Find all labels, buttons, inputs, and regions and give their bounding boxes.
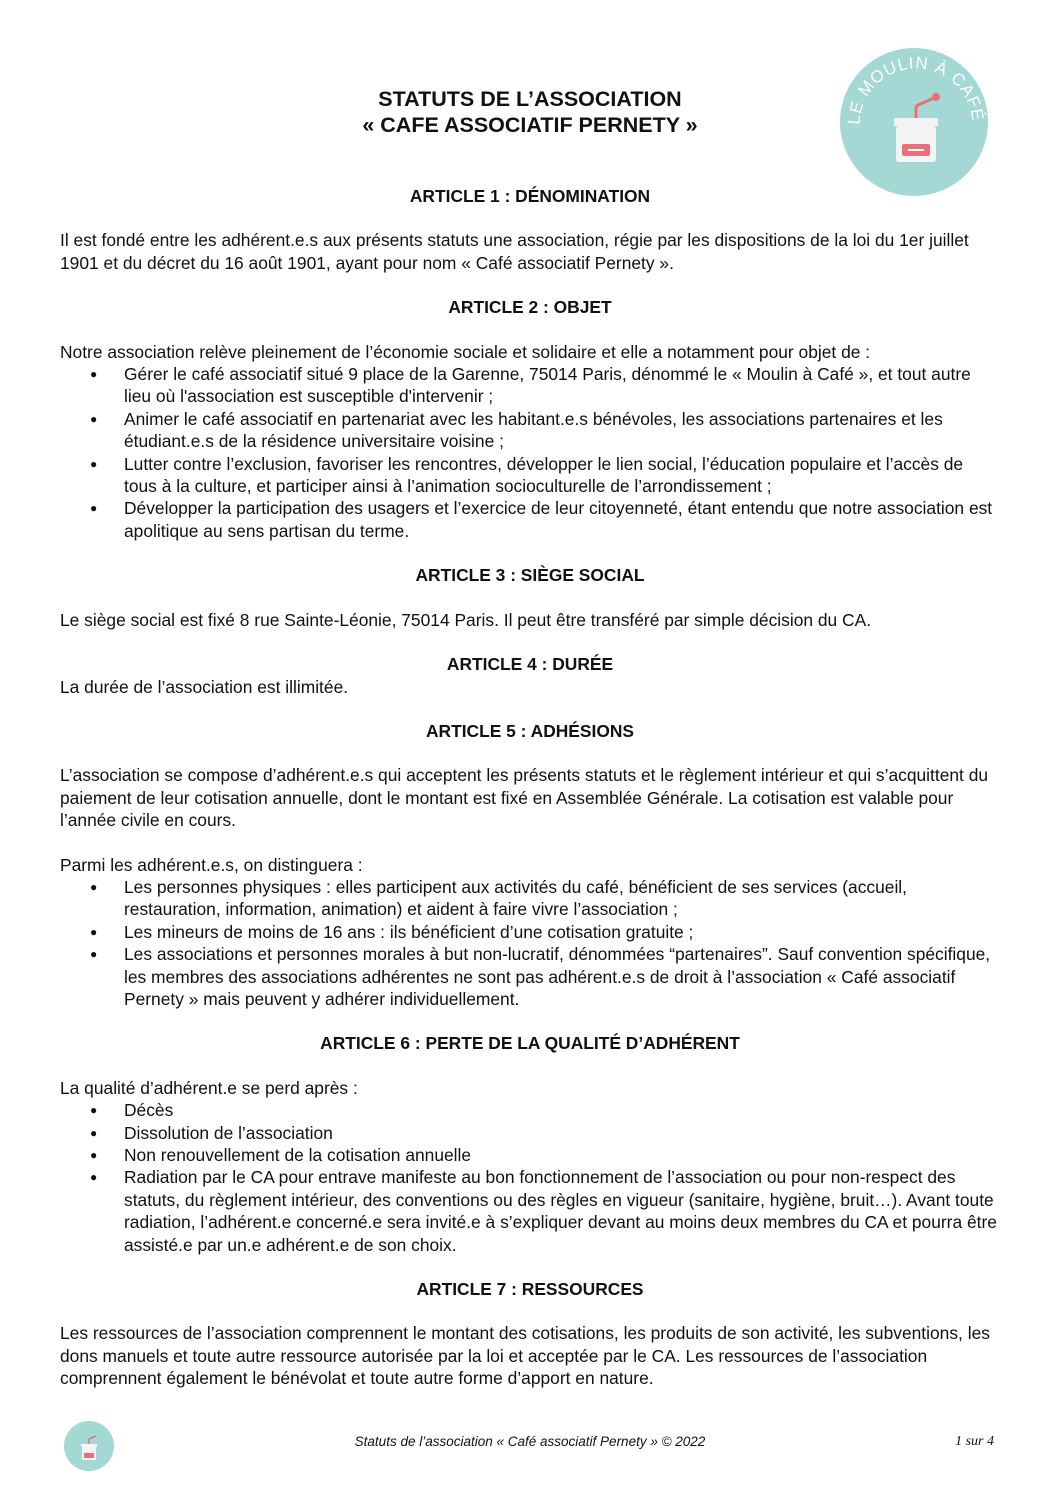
article-2-list xyxy=(60,363,1000,542)
article-1-heading: ARTICLE 1 : DÉNOMINATION xyxy=(409,186,651,206)
list-item: ● Animer le café associatif en partenariat avec les habitant.e.s bénévoles, les associations partenaires et les étudiant.e.s de la résidence universitaire voisine ; xyxy=(124,408,1000,453)
list-item: ● Lutter contre l’exclusion, favoriser les rencontres, développer le lien social, l’éducation populaire et l’accès de tous à la culture, et participer ainsi à l’animation socioculturelle de l’arrondissement ; xyxy=(124,453,1000,498)
title-line-2: « CAFE ASSOCIATIF PERNETY » xyxy=(362,113,698,137)
title-line-1: STATUTS DE L’ASSOCIATION xyxy=(378,87,682,111)
page-number: 1 sur 4 xyxy=(955,1434,994,1449)
list-item: ● Dissolution de l’association xyxy=(124,1122,1000,1144)
article-4-text: La durée de l’association est illimitée. xyxy=(60,676,349,697)
article-3-heading: ARTICLE 3 : SIÈGE SOCIAL xyxy=(415,565,645,586)
article-5-heading: ARTICLE 5 : ADHÉSIONS xyxy=(425,720,635,741)
document-body xyxy=(60,185,1000,1390)
article-6-list xyxy=(60,1099,1000,1256)
article-1-text: Il est fondé entre les adhérent.e.s aux présents statuts une association, régie par les dispositions de la loi du 1er juillet 1901 et du décret du 16 août 1901, ayant pour nom « Café associatif Pernety ». xyxy=(60,230,969,273)
moulin-a-cafe-logo xyxy=(838,46,990,198)
article-7-text: Les ressources de l’association comprennent le montant des cotisations, les produits de son activité, les subventions, les dons manuels et toute autre ressource autorisée par la loi et acceptée par le CA. Les ressources de l’association comprennent également le bénévolat et toute autre forme d’apport en nature. xyxy=(60,1323,990,1389)
list-item: ● Gérer le café associatif situé 9 place de la Garenne, 75014 Paris, dénommé le « Moulin à Café », et tout autre lieu où l'association est susceptible d'intervenir ; xyxy=(124,363,1000,408)
article-2-heading: ARTICLE 2 : OBJET xyxy=(448,297,612,318)
article-4-heading: ARTICLE 4 : DURÉE xyxy=(446,654,614,675)
article-2-intro: Notre association relève pleinement de l’économie sociale et solidaire et elle a notamment pour objet de : xyxy=(60,341,871,362)
article-3-text: Le siège social est fixé 8 rue Sainte-Léonie, 75014 Paris. Il peut être transféré par simple décision du CA. xyxy=(60,609,872,630)
list-item: ● Les mineurs de moins de 16 ans : ils bénéficient d’une cotisation gratuite ; xyxy=(124,921,1000,943)
article-7-heading: ARTICLE 7 : RESSOURCES xyxy=(416,1279,644,1300)
footer-text: Statuts de l’association « Café associatif Pernety » © 2022 xyxy=(354,1434,706,1449)
list-item: ● Radiation par le CA pour entrave manifeste au bon fonctionnement de l’association ou pour non-respect des statuts, du règlement intérieur, des conventions ou des règles en vigueur (sanitaire, hygiène, bruit…). Avant toute radiation, l’adhérent.e concerné.e sera invité.e à s’expliquer devant au moins deux membres du CA et pourra être assisté.e par un.e adhérent.e de son choix. xyxy=(124,1166,1000,1256)
list-item: ● Les personnes physiques : elles participent aux activités du café, bénéficient de ses services (accueil, restauration, information, animation) et aident à faire vivre l’association ; xyxy=(124,876,1000,921)
article-5-text: L’association se compose d’adhérent.e.s qui acceptent les présents statuts et le règlement intérieur et qui s’acquittent du paiement de leur cotisation annuelle, dont le montant est fixé en Assemblée Générale. La cotisation est valable pour l’année civile en cours. xyxy=(60,765,989,831)
article-5-list xyxy=(60,876,1000,1010)
logo-text: LE MOULIN À CAFÉ xyxy=(844,53,988,126)
list-item: ● Décès xyxy=(124,1099,1000,1121)
article-6-intro: La qualité d’adhérent.e se perd après : xyxy=(60,1077,358,1098)
article-6-heading: ARTICLE 6 : PERTE DE LA QUALITÉ D’ADHÉRENT xyxy=(320,1033,740,1054)
article-5-intro: Parmi les adhérent.e.s, on distinguera : xyxy=(60,854,363,875)
list-item: ● Les associations et personnes morales à but non-lucratif, dénommées “partenaires”. Sauf convention spécifique, les membres des associations adhérentes ne sont pas adhérent.e.s de droit à l’association « Café associatif Pernety » mais peuvent y adhérer individuellement. xyxy=(124,943,1000,1010)
list-item: ● Développer la participation des usagers et l’exercice de leur citoyenneté, étant entendu que notre association est apolitique au sens partisan du terme. xyxy=(124,497,1000,542)
list-item: ● Non renouvellement de la cotisation annuelle xyxy=(124,1144,1000,1166)
